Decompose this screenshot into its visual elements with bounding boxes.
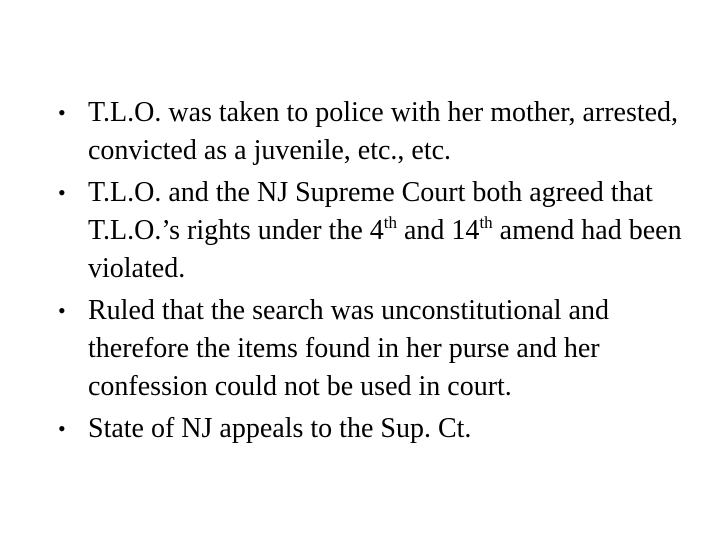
bullet-item bbox=[58, 174, 698, 288]
superscript-ordinal: th bbox=[383, 213, 397, 232]
bullet-text: T.L.O. was taken to police with her mother, arrested, convicted as a juvenile, etc., etc. bbox=[88, 97, 679, 166]
bullet-item bbox=[58, 94, 698, 170]
bullet-text-part: T.L.O. and the NJ Supreme Court both agreed that T.L.O.’s rights under the 4 bbox=[88, 177, 653, 246]
bullet-text: Ruled that the search was unconstitutional and therefore the items found in her purse and her confession could not be used in court. bbox=[88, 295, 609, 402]
bullet-dot-icon: • bbox=[58, 180, 66, 205]
superscript-ordinal: th bbox=[479, 213, 493, 232]
bullet-text: State of NJ appeals to the Sup. Ct. bbox=[88, 413, 472, 444]
bullet-text-part: and 14 bbox=[397, 215, 480, 246]
bullet-dot-icon: • bbox=[58, 416, 66, 441]
bullet-dot-icon: • bbox=[58, 100, 66, 125]
bullet-text bbox=[88, 177, 682, 284]
bullet-list bbox=[58, 94, 698, 452]
bullet-text-part: amend had been violated. bbox=[88, 215, 682, 284]
bullet-dot-icon: • bbox=[58, 298, 66, 323]
bullet-item bbox=[58, 292, 698, 406]
bullet-item bbox=[58, 410, 698, 448]
